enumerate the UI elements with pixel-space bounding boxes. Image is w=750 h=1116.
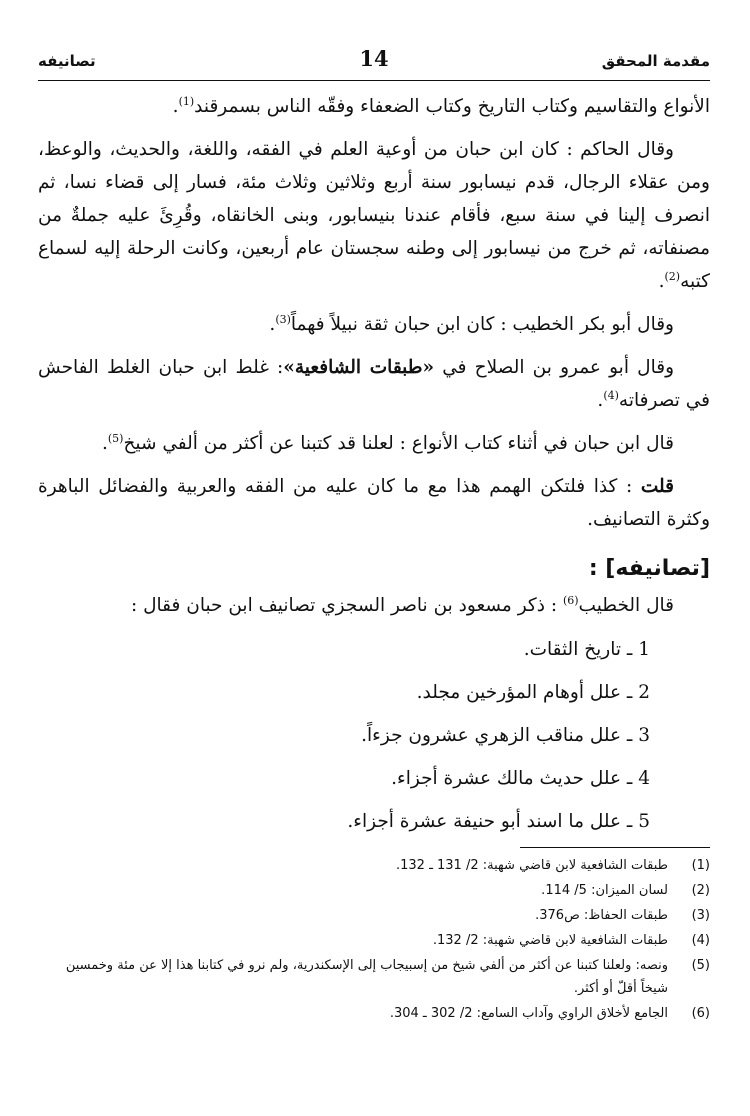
footnote: [38, 904, 710, 927]
paragraph-4-pre: وقال أبو عمرو بن الصلاح في: [434, 357, 674, 378]
footnote-number: (4): [691, 933, 710, 948]
section-heading: [تصانيفه] :: [588, 556, 710, 581]
footnote: [38, 1002, 710, 1025]
paragraph-3-text: وقال أبو بكر الخطيب : كان ابن حبان ثقة نبيلاً فهماً: [290, 314, 674, 335]
list-item: 4 ـ علل حديث مالك عشرة أجزاء.: [391, 768, 650, 789]
footnote: [38, 929, 710, 952]
paragraph-6-bold: قلت: [640, 476, 674, 497]
footnote-ref-1: (1): [178, 94, 195, 108]
footnote-ref-5: (5): [107, 431, 124, 445]
paragraph-5: [38, 427, 710, 460]
paragraph-1: [38, 90, 710, 123]
footnote-number: (5): [691, 958, 710, 973]
list-item: 5 ـ علل ما اسند أبو حنيفة عشرة أجزاء.: [347, 811, 650, 832]
paragraph-4-post: : غلط ابن حبان الغلط الفاحش في تصرفاته: [38, 357, 710, 411]
paragraph-1-end: .: [172, 96, 179, 117]
footnote-text: الجامع لأخلاق الراوي وآداب السامع: 2/ 302 ـ 304.: [389, 1006, 668, 1021]
paragraph-5-text: قال ابن حبان في أثناء كتاب الأنواع : لعلنا قد كتبنا عن أكثر من ألفي شيخ: [123, 433, 674, 454]
footnote-number: (6): [691, 1006, 710, 1021]
footnote-ref-6: (6): [562, 593, 579, 607]
footnote-text: طبقات الحفاظ: ص376.: [535, 908, 668, 923]
main-text: [38, 90, 710, 847]
works-list: [38, 632, 710, 840]
paragraph-2-end: .: [658, 271, 665, 292]
footnote-number: (2): [691, 883, 710, 898]
list-item: 2 ـ علل أوهام المؤرخين مجلد.: [416, 682, 650, 703]
footnote: [38, 879, 710, 902]
list-item: 3 ـ علل مناقب الزهري عشرون جزءاً.: [361, 725, 650, 746]
footnote-number: (1): [691, 858, 710, 873]
paragraph-6: [38, 470, 710, 536]
paragraph-5-end: .: [101, 433, 108, 454]
footnotes: [38, 854, 710, 1027]
footnote-ref-2: (2): [664, 269, 681, 283]
paragraph-4-end: .: [597, 390, 604, 411]
footnote-text: طبقات الشافعية لابن قاضي شهبة: 2/ 132.: [432, 933, 668, 948]
footnote: [38, 854, 710, 877]
footnote-text: لسان الميزان: 5/ 114.: [541, 883, 668, 898]
page-number: 14: [359, 46, 389, 71]
footnote-text: طبقات الشافعية لابن قاضي شهبة: 2/ 131 ـ 132.: [395, 858, 668, 873]
list-item: 1 ـ تاريخ الثقات.: [523, 639, 650, 660]
footnote-ref-4: (4): [603, 388, 619, 402]
paragraph-6-text: : كذا فلتكن الهمم هذا مع ما كان عليه من الفقه والعربية والفضائل الباهرة وكثرة التصانيف.: [38, 476, 710, 530]
book-title-bold: «طبقات الشافعية»: [283, 357, 435, 378]
footnote-ref-3: (3): [275, 312, 291, 326]
paragraph-3-end: .: [269, 314, 276, 335]
paragraph-7-post: : ذكر مسعود بن ناصر السجزي تصانيف ابن حبان فقال :: [130, 595, 563, 616]
footnote-number: (3): [691, 908, 710, 923]
header-chapter-title: مقدمة المحقق: [601, 52, 710, 70]
paragraph-2-text: وقال الحاكم : كان ابن حبان من أوعية العلم في الفقه، واللغة، والحديث، والوعظ، ومن عقلاء الرجال، قدم نيسابور سنة أربع وثلاثين وثلاث مئة، فسار إلى قضاء نسا، ثم انصرف إلينا في سنة سبع، فأقام عندنا بنيسابور، وبنى الخانقاه، وقُرِئَ عليه جملةٌ من مصنفاته، ثم خرج من نيسابور إلى وطنه سجستان عام أربعين، وكانت الرحلة إليه لسماع كتبه: [38, 139, 710, 292]
header-section-title: تصانيفه: [38, 52, 96, 70]
paragraph-3: [38, 308, 710, 341]
footnote: [38, 954, 710, 1000]
header-divider: [38, 80, 710, 81]
paragraph-7: [38, 589, 710, 622]
paragraph-1-text: الأنواع والتقاسيم وكتاب التاريخ وكتاب الضعفاء وفقّه الناس بسمرقند: [194, 96, 710, 117]
paragraph-7-pre: قال الخطيب: [578, 595, 674, 616]
paragraph-2: [38, 133, 710, 298]
footnote-divider: [520, 847, 710, 848]
running-header: [38, 46, 710, 76]
paragraph-4: [38, 351, 710, 417]
footnote-text: ونصه: ولعلنا كتبنا عن أكثر من ألفي شيخ من إسبيجاب إلى الإسكندرية، ولم نرو في كتابنا هذا إلا عن مئة وخمسين شيخاً أقلّ أو أكثر.: [65, 958, 668, 996]
